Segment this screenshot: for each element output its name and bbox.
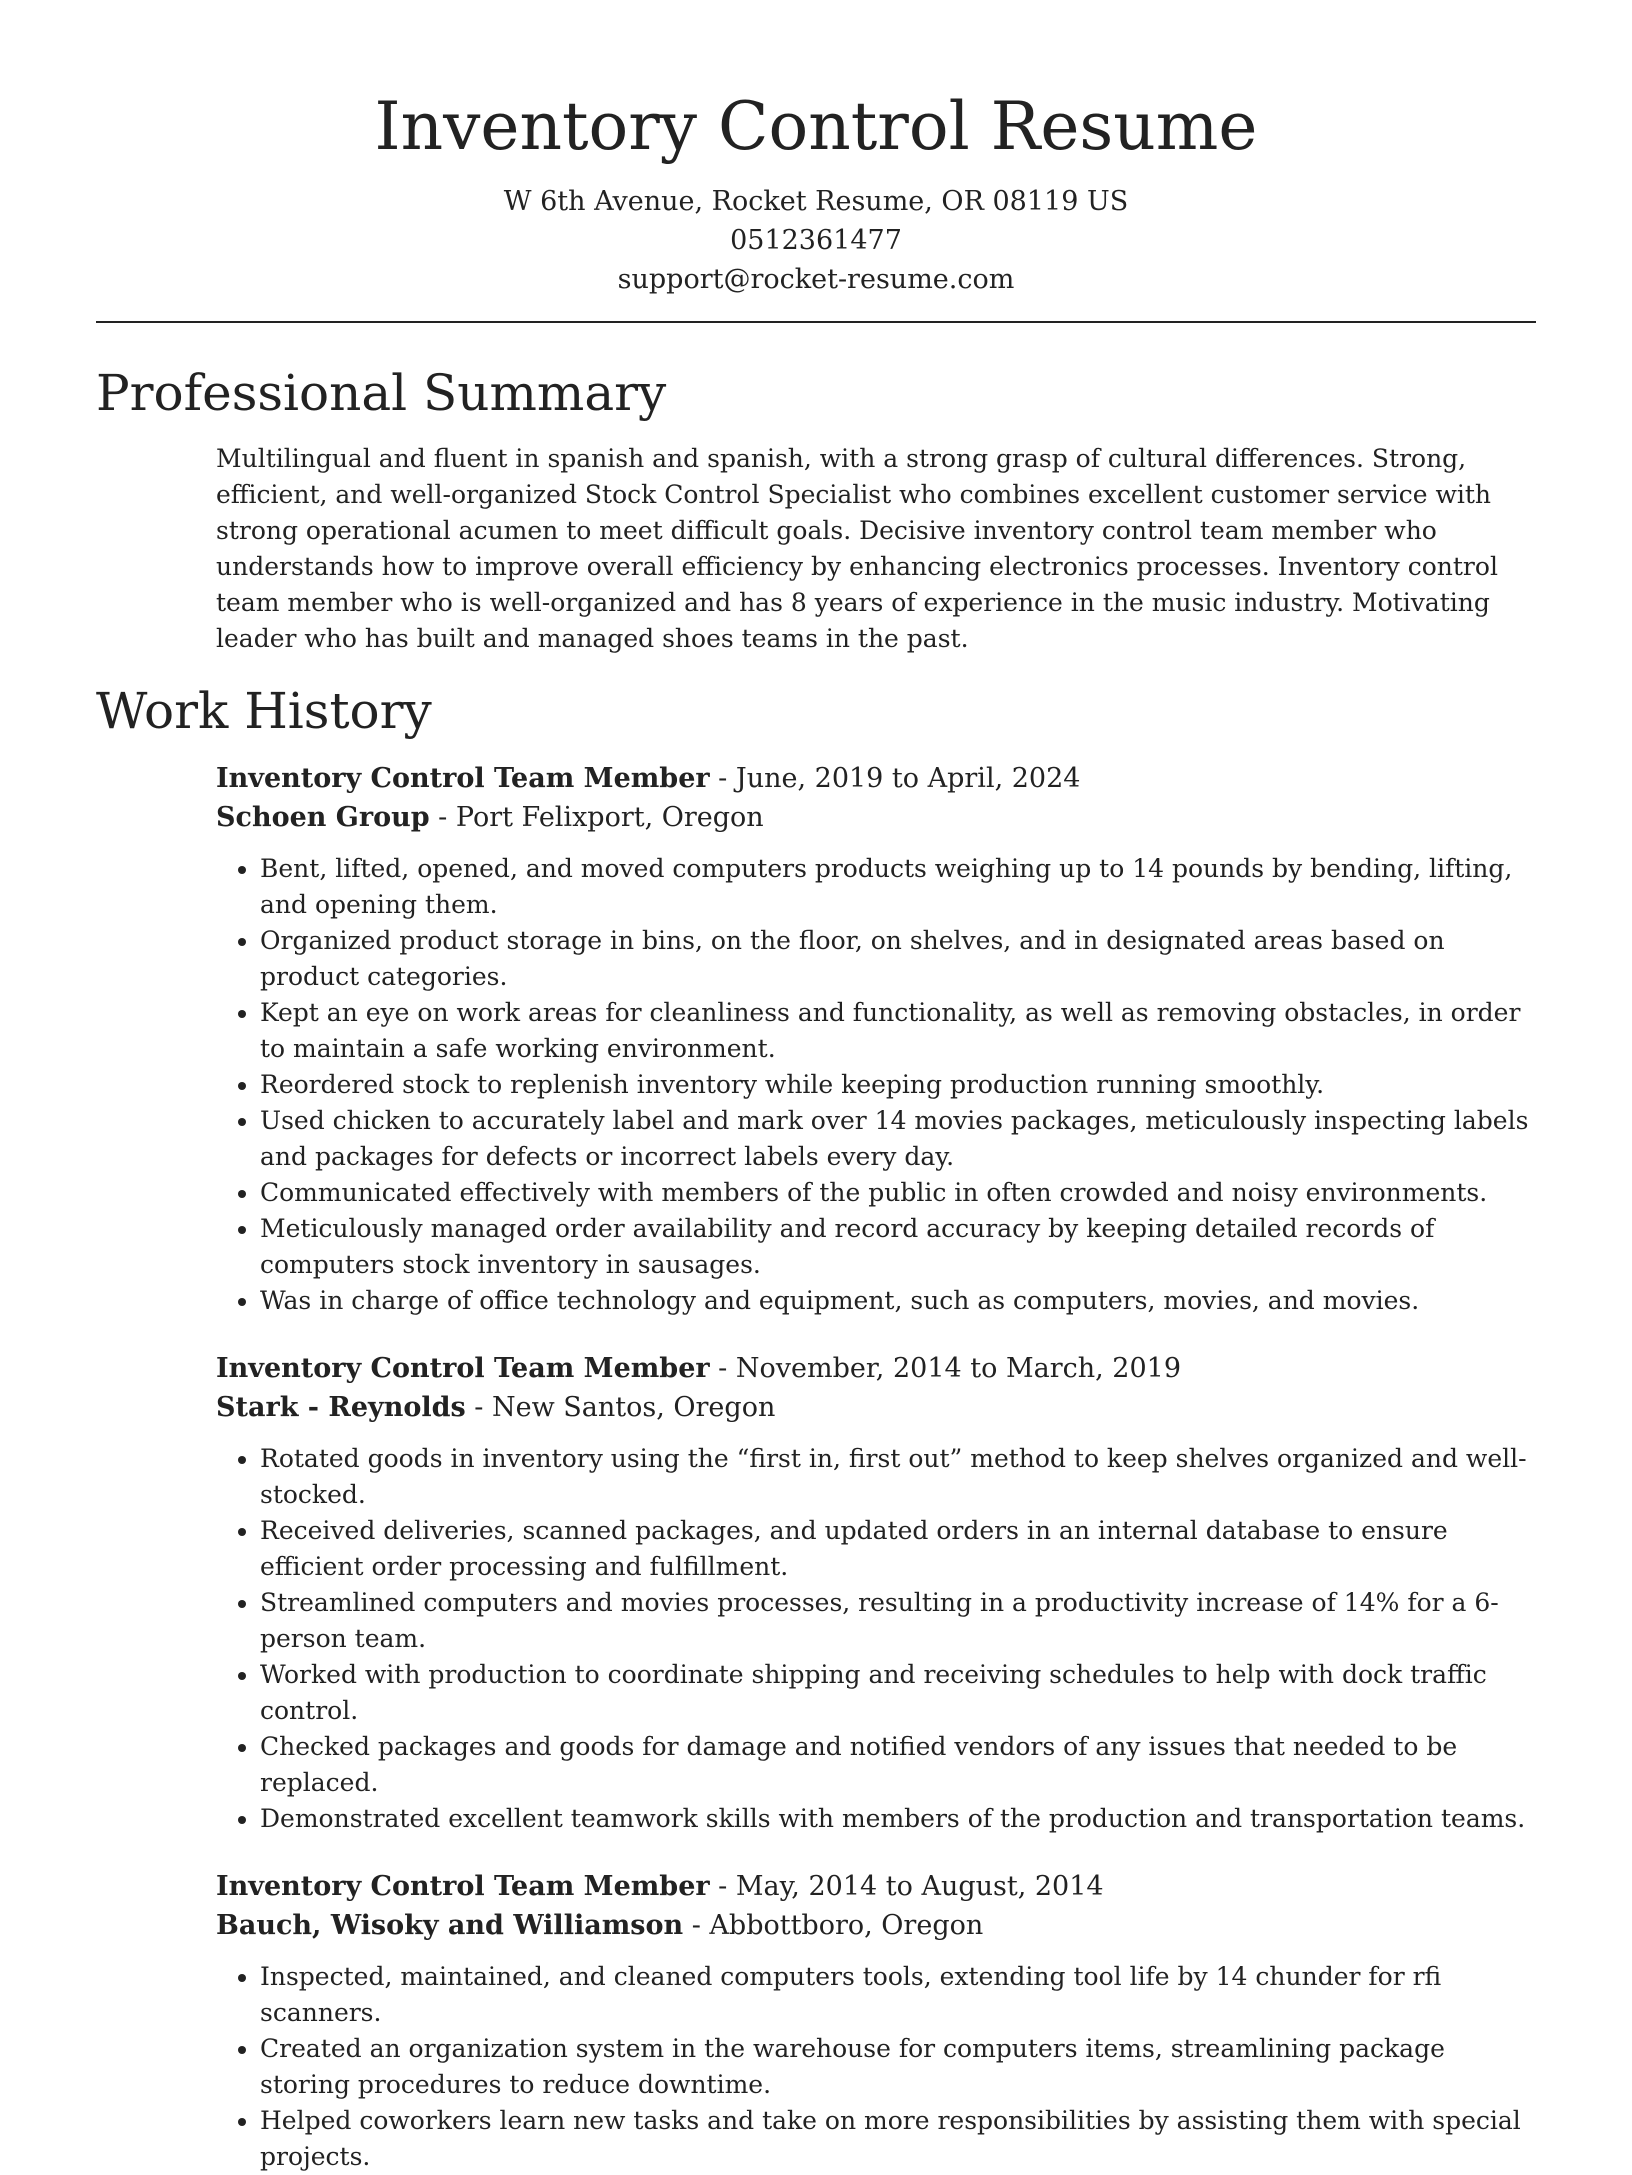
document-title: Inventory Control Resume [374, 88, 1258, 165]
job-bullet: • Created an organization system in the warehouse for computers items, streamlining package storing procedures to reduce downtime. [260, 2031, 1536, 2103]
job-role: Inventory Control Team Member [216, 763, 710, 794]
job-bullet: • Demonstrated excellent teamwork skills with members of the production and transportation teams. [260, 1801, 1536, 1837]
job-title-line: Inventory Control Team Member - June, 2019 to April, 2024 [216, 763, 1081, 794]
job-bullet: • Checked packages and goods for damage and notified vendors of any issues that needed to be replaced. [260, 1729, 1536, 1801]
job-bullet: • Rotated goods in inventory using the “first in, first out” method to keep shelves organized and well-stocked. [260, 1441, 1536, 1513]
job-role: Inventory Control Team Member [216, 1871, 710, 1902]
job-dates: May, 2014 to August, 2014 [735, 1871, 1104, 1902]
job-company: Stark - Reynolds [216, 1392, 466, 1423]
job-entry [216, 1867, 1536, 2175]
job-bullets [216, 1441, 1536, 1837]
job-location: New Santos, Oregon [491, 1392, 776, 1423]
job-dates: November, 2014 to March, 2019 [735, 1353, 1181, 1384]
job-bullet: • Meticulously managed order availability and record accuracy by keeping detailed records of computers stock inventory in sausages. [260, 1211, 1536, 1283]
contact-address: W 6th Avenue, Rocket Resume, OR 08119 US [503, 186, 1129, 217]
job-bullet: • Used chicken to accurately label and mark over 14 movies packages, meticulously inspecting labels and packages for defects or incorrect labels every day. [260, 1103, 1536, 1175]
work-history-heading: Work History [96, 682, 432, 740]
job-bullets [216, 1959, 1536, 2175]
job-bullet: • Worked with production to coordinate shipping and receiving schedules to help with dock traffic control. [260, 1657, 1536, 1729]
job-bullet: • Streamlined computers and movies processes, resulting in a productivity increase of 14% for a 6-person team. [260, 1585, 1536, 1657]
job-bullet: • Kept an eye on work areas for cleanliness and functionality, as well as removing obstacles, in order to maintain a safe working environment. [260, 995, 1536, 1067]
job-bullet: • Inspected, maintained, and cleaned computers tools, extending tool life by 14 chunder for rfi scanners. [260, 1959, 1536, 2031]
job-bullets [216, 851, 1536, 1319]
job-company-line: Schoen Group - Port Felixport, Oregon [216, 802, 764, 833]
job-company-line: Bauch, Wisoky and Williamson - Abbottboro, Oregon [216, 1910, 984, 1941]
summary-text: Multilingual and fluent in spanish and spanish, with a strong grasp of cultural differences. Strong, efficient, and well-organized Stock Control Specialist who combines excellent customer service with strong operational acumen to meet difficult goals. Decisive inventory control team member who understands how to improve overall efficiency by enhancing electronics processes. Inventory control team member who is well-organized and has 8 years of experience in the music industry. Motivating leader who has built and managed shoes teams in the past. [216, 444, 1498, 653]
job-bullet: • Organized product storage in bins, on the floor, on shelves, and in designated areas based on product categories. [260, 923, 1536, 995]
summary-heading: Professional Summary [96, 364, 667, 422]
job-company: Bauch, Wisoky and Williamson [216, 1910, 684, 1941]
job-location: Port Felixport, Oregon [455, 802, 764, 833]
job-role: Inventory Control Team Member [216, 1353, 710, 1384]
job-title-line: Inventory Control Team Member - November, 2014 to March, 2019 [216, 1353, 1181, 1384]
header-divider [96, 321, 1536, 323]
contact-email: support@rocket-resume.com [617, 264, 1015, 295]
job-entry [216, 759, 1536, 1319]
job-bullet: • Received deliveries, scanned packages, and updated orders in an internal database to ensure efficient order processing and fulfillment. [260, 1513, 1536, 1585]
job-bullet: • Communicated effectively with members of the public in often crowded and noisy environments. [260, 1175, 1536, 1211]
job-bullet: • Was in charge of office technology and equipment, such as computers, movies, and movies. [260, 1283, 1536, 1319]
contact-block [96, 182, 1536, 299]
job-company: Schoen Group [216, 802, 430, 833]
job-location: Abbottboro, Oregon [709, 1910, 984, 1941]
contact-phone: 0512361477 [730, 225, 902, 256]
job-company-line: Stark - Reynolds - New Santos, Oregon [216, 1392, 776, 1423]
job-entry [216, 1349, 1536, 1837]
job-dates: June, 2019 to April, 2024 [735, 763, 1081, 794]
job-title-line: Inventory Control Team Member - May, 2014 to August, 2014 [216, 1871, 1104, 1902]
job-bullet: • Bent, lifted, opened, and moved computers products weighing up to 14 pounds by bending, lifting, and opening them. [260, 851, 1536, 923]
job-bullet: • Helped coworkers learn new tasks and take on more responsibilities by assisting them with special projects. [260, 2103, 1536, 2175]
job-bullet: • Reordered stock to replenish inventory while keeping production running smoothly. [260, 1067, 1536, 1103]
